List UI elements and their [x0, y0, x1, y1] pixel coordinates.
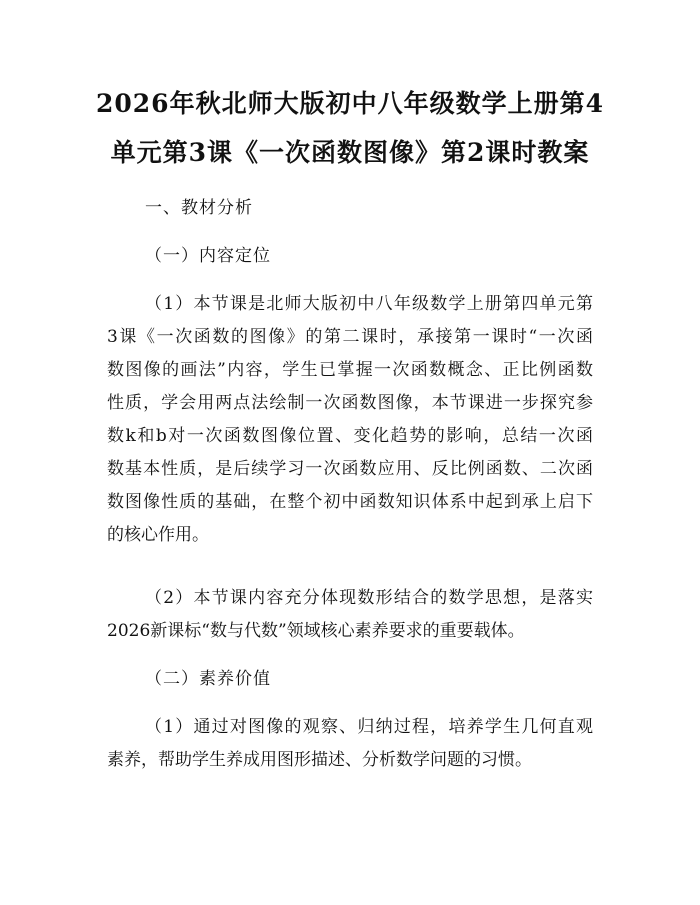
subsection-heading-content-positioning: （一）内容定位	[145, 246, 271, 266]
paragraph-line: 3课《一次函数的图像》的第二课时，承接第一课时“一次函	[107, 327, 593, 347]
paragraph-line: 性质，学会用两点法绘制一次函数图像，本节课进一步探究参	[107, 393, 593, 413]
paragraph-line: 的核心作用。	[107, 525, 209, 545]
section-heading-textbook-analysis: 一、教材分析	[145, 198, 253, 218]
paragraph-line: 数基本性质，是后续学习一次函数应用、反比例函数、二次函	[107, 459, 593, 479]
document-title-line-1: 2026年秋北师大版初中八年级数学上册第4	[96, 89, 604, 118]
paragraph-line: 数图像的画法”内容，学生已掌握一次函数概念、正比例函数	[107, 360, 593, 380]
paragraph-line: （1）本节课是北师大版初中八年级数学上册第四单元第	[145, 294, 593, 314]
paragraph-line: 数k和b对一次函数图像位置、变化趋势的影响，总结一次函	[107, 426, 593, 446]
paragraph-line: 素养，帮助学生养成用图形描述、分析数学问题的习惯。	[107, 750, 532, 770]
paragraph-line: （1）通过对图像的观察、归纳过程，培养学生几何直观	[145, 717, 593, 737]
subsection-heading-literacy-value: （二）素养价值	[145, 669, 271, 689]
paragraph-line: （2）本节课内容充分体现数形结合的数学思想，是落实	[145, 588, 593, 608]
paragraph-line: 2026新课标“数与代数”领域核心素养要求的重要载体。	[107, 621, 525, 641]
document-title-line-2: 单元第3课《一次函数图像》第2课时教案	[110, 138, 590, 167]
paragraph-line: 数图像性质的基础，在整个初中函数知识体系中起到承上启下	[107, 492, 593, 512]
